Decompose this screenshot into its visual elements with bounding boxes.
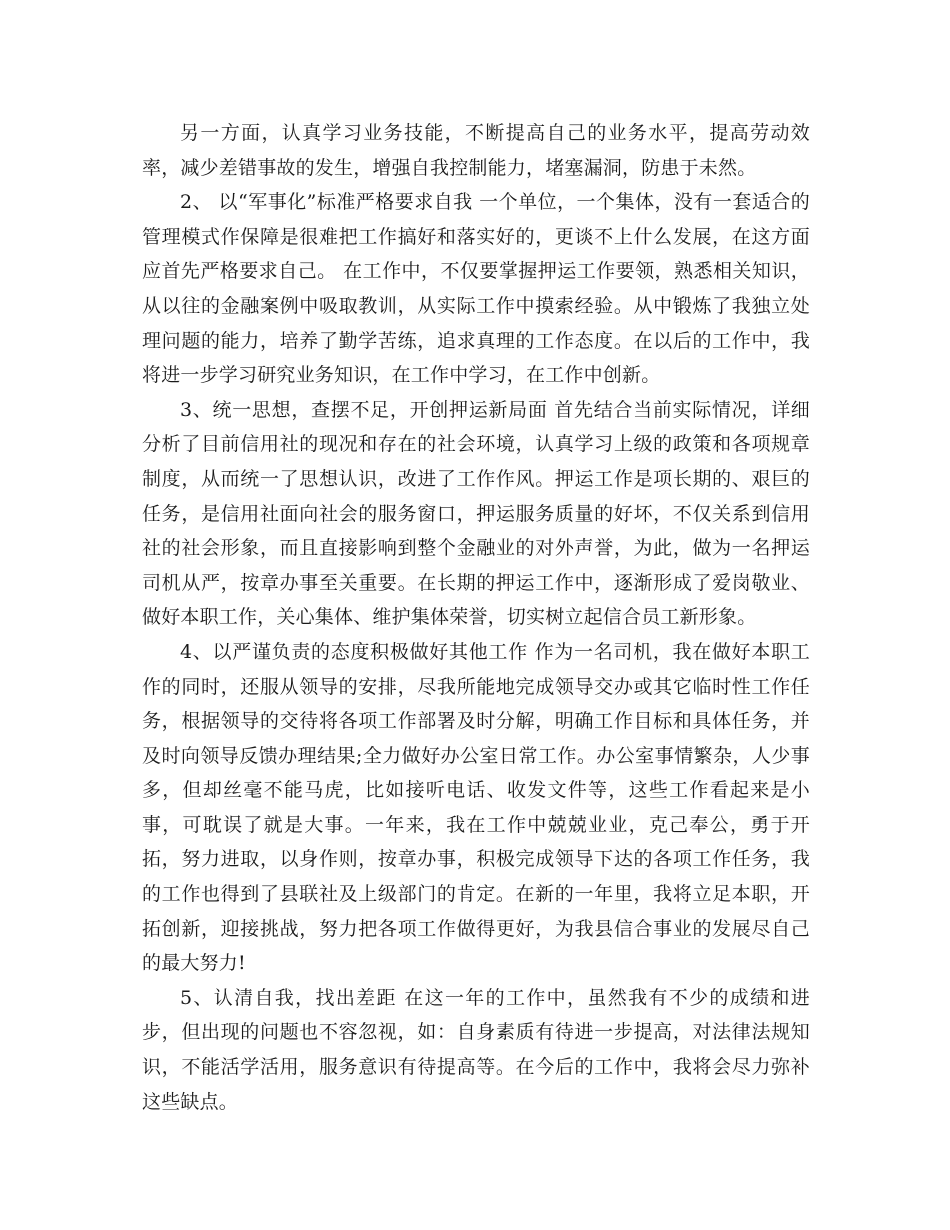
paragraph-item-4: 4、以严谨负责的态度积极做好其他工作 作为一名司机，我在做好本职工作的同时，还服从领导的安排，尽我所能地完成领导交办或其它临时性工作任务，根据领导的交待将各项工作部署及时分解，明确工作目标和具体任务，并及时向领导反馈办理结果;全力做好办公室日常工作。办公室事情繁杂，人少事多，但却丝毫不能马虎，比如接听电话、收发文件等，这些工作看起来是小事，可耽误了就是大事。一年来，我在工作中兢兢业业，克己奉公，勇于开拓，努力进取，以身作则，按章办事，积极完成领导下达的各项工作任务，我的工作也得到了县联社及上级部门的肯定。在新的一年里，我将立足本职，开拓创新，迎接挑战，努力把各项工作做得更好，为我县信合事业的发展尽自己的最大努力! <box>142 640 810 975</box>
paragraph-continuation: 另一方面，认真学习业务技能，不断提高自己的业务水平，提高劳动效率，减少差错事故的发生，增强自我控制能力，堵塞漏洞，防患于未然。 <box>142 122 810 179</box>
paragraph-item-5: 5、认清自我，找出差距 在这一年的工作中，虽然我有不少的成绩和进步，但出现的问题也不容忽视，如：自身素质有待进一步提高，对法律法规知识，不能活学活用，服务意识有待提高等。在今后的工作中，我将会尽力弥补这些缺点。 <box>142 986 810 1113</box>
document-body <box>142 116 810 1119</box>
paragraph-item-2: 2、 以“军事化”标准严格要求自我 一个单位，一个集体，没有一套适合的管理模式作保障是很难把工作搞好和落实好的，更谈不上什么发展，在这方面应首先严格要求自己。 在工作中，不仅要掌握押运工作要领，熟悉相关知识，从以往的金融案例中吸取教训，从实际工作中摸索经验。从中锻炼了我独立处理问题的能力，培养了勤学苦练，追求真理的工作态度。在以后的工作中，我将进一步学习研究业务知识，在工作中学习，在工作中创新。 <box>142 191 810 387</box>
paragraph-item-3: 3、统一思想，查摆不足，开创押运新局面 首先结合当前实际情况，详细分析了目前信用社的现况和存在的社会环境，认真学习上级的政策和各项规章制度，从而统一了思想认识，改进了工作作风。押运工作是项长期的、艰巨的任务，是信用社面向社会的服务窗口，押运服务质量的好坏，不仅关系到信用社的社会形象，而且直接影响到整个金融业的对外声誉，为此，做为一名押运司机从严，按章办事至关重要。在长期的押运工作中，逐渐形成了爱岗敬业、做好本职工作，关心集体、维护集体荣誉，切实树立起信合员工新形象。 <box>142 398 810 629</box>
